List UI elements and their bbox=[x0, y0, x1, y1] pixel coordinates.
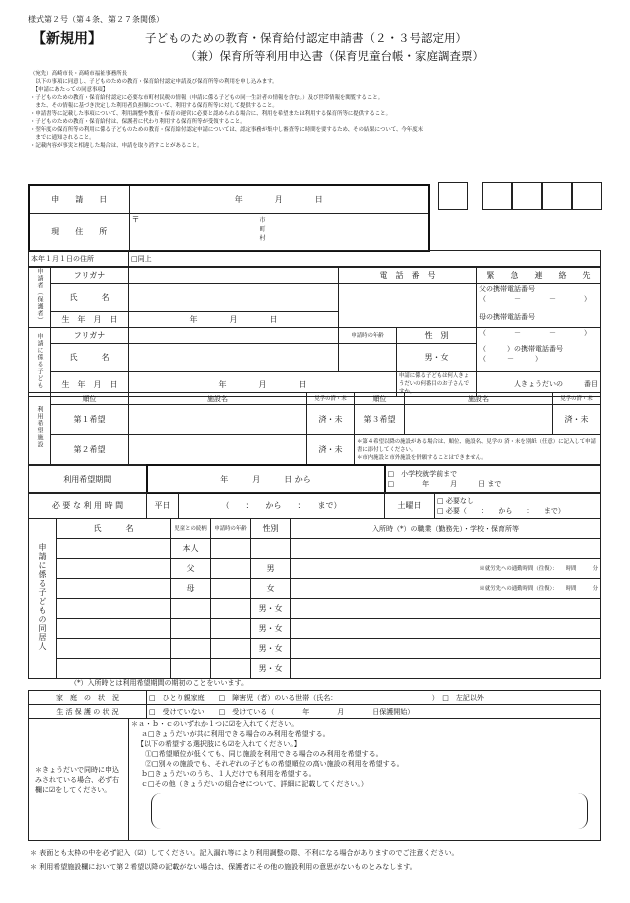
order-header-2: 順位 bbox=[355, 393, 405, 405]
table-row: 父 男 ※就労先への通勤時間（往復）： 時間 分 bbox=[29, 559, 601, 579]
choice-2-field[interactable] bbox=[129, 435, 307, 465]
col-relation: 児童との続柄 bbox=[171, 519, 211, 539]
time-label: 必 要 な 利 用 時 間 bbox=[29, 493, 147, 519]
choice-3-label: 第３希望 bbox=[355, 405, 405, 435]
period-from-field[interactable]: 年 月 日 から bbox=[147, 465, 385, 493]
guardian-furigana-field[interactable] bbox=[129, 268, 339, 284]
other-contact[interactable]: （ － － ） （ ）の携帯電話番号 （ － ） bbox=[477, 328, 601, 372]
weekday-time-field[interactable]: （ ： から ： まで） bbox=[179, 493, 385, 519]
sibling-order-field[interactable]: 人きょうだいの 番目 bbox=[477, 372, 601, 397]
footer-note-2: ＊ 利用希望施設欄において第２希望以降の記載がない場合は、保護者にその他の施設利用の意思がないものとみなします。 bbox=[30, 863, 417, 871]
choice-1-field[interactable] bbox=[129, 405, 307, 435]
footer-note-1: ＊ 表面とも太枠の中を必ず記入（☑）してください。記入漏れ等により利用調整の際、不利になる場合がありますのでご注意ください。 bbox=[30, 849, 459, 857]
order-header: 順位 bbox=[51, 393, 129, 405]
child-sex-field[interactable]: 男・女 bbox=[397, 344, 477, 372]
sibling-question: 申請に係る子どもは何人きょうだいの何番目のお子さんですか。 bbox=[397, 372, 477, 397]
child-furigana-label: フリガナ bbox=[51, 328, 129, 344]
same-checkbox[interactable]: □同上 bbox=[129, 251, 601, 267]
guardian-furigana-label: フリガナ bbox=[51, 268, 129, 284]
household-table bbox=[28, 518, 601, 679]
child-age-field[interactable] bbox=[339, 344, 397, 372]
guardian-table bbox=[28, 267, 601, 328]
guardian-name-field[interactable] bbox=[129, 284, 339, 312]
emergency-contacts[interactable]: 父の携帯電話番号 （ － － ） 母の携帯電話番号 bbox=[477, 284, 601, 328]
household-footnote: （*）入所時とは利用希望期間の期初のことをいいます。 bbox=[70, 679, 248, 687]
guardian-name-label: 氏 名 bbox=[51, 284, 129, 312]
visit-header-2: 見学の済・未 bbox=[553, 393, 601, 405]
sibling-options[interactable]: ＊ａ・ｂ・ｃのいずれか１つに☑を入れてください。 ａ□きょうだいが共に利用できる場合のみ利用を希望する。 【以下の希望する選択肢にも☑を入れてください。】 ①□希望順位が低くても、同じ施設を利用できる場合のみ利用を希望する。 ②□別々の施設でも、それぞれの子どもの希望順位の高い施設の利用を希望する。 ｂ□きょうだいのうち、１人だけでも利用を希望する。 ｃ□その他（きょうだいの組合せについて、詳細に記載してください。） bbox=[129, 719, 601, 841]
table-row: 男・女 bbox=[29, 599, 601, 619]
address-label: 現 住 所 bbox=[29, 213, 129, 251]
address-field[interactable]: 〒 市 町 村 bbox=[129, 213, 429, 251]
emergency-label: 緊 急 連 絡 先 bbox=[477, 268, 601, 284]
time-table bbox=[28, 492, 601, 519]
guardian-birth-field[interactable]: 年 月 日 bbox=[129, 312, 339, 328]
choice-2-visit[interactable]: 済・未 bbox=[307, 435, 355, 465]
table-row: 本人 bbox=[29, 539, 601, 559]
visit-header: 見学の済・未 bbox=[307, 393, 355, 405]
consent-text: （宛先）高崎市長・高崎市福祉事務所長 以下の事項に同意し、子どものための教育・保育給付認定申請及び保育所等の利用を申し込みます。 【申請にあたっての同意事項】 ・子どものための教育・保育給付認定に必要な市町村民税の情報（申請に係る子どもの同一生計者の情報を含む。）及び世帯情報を閲覧すること。 また、その情報に基づき決定した利用者負担額について、利用する保育所等に対して提供すること。 ・申請書等に記載した事項について、利用調整や教育・保育の運営に必要と認められる場合に、利用を希望または利用する保育所等に提供すること。 ・子どものための教育・保育給付は、保護者に代わり利用する保育所等が受領すること。 ・翌年度の保育所等の利用に係る子どものための教育・保育給付認定申請については、認定事務が集中し審査等に時間を要するため、その結果について、今年度末 までに通知されること。 ・記載内容が事実と相違した場合は、申請を取り消すことがあること。 bbox=[30, 71, 423, 149]
guardian-side-label: 申請者（保護者） bbox=[29, 268, 51, 328]
office-use-boxes bbox=[438, 182, 602, 214]
table-row: 母 女 ※就労先への通勤時間（往復）： 時間 分 bbox=[29, 579, 601, 599]
facility-name-header-2: 施設名 bbox=[405, 393, 553, 405]
sibling-instruction: ＊きょうだいで同時に申込みされている場合、必ず右欄に☑をしてください。 bbox=[29, 719, 129, 841]
child-birth-field[interactable]: 年 月 日 bbox=[129, 372, 397, 397]
period-label: 利用希望期間 bbox=[29, 465, 147, 493]
col-sex: 性別 bbox=[251, 519, 291, 539]
child-birth-label: 生 年 月 日 bbox=[51, 372, 129, 397]
facility-notes: ＊第４希望以降の施設がある場合は、順位、施設名、見学の 済・未を別紙（任意）に記入して申請書に添付してください。 ＊市内施設と市外施設を併願することはできません。 bbox=[355, 435, 601, 465]
detail-bracket-field[interactable] bbox=[151, 793, 588, 829]
col-occupation: 入所時（*）の職業（勤務先）・学校・保育所等 bbox=[291, 519, 601, 539]
household-side-label: 申請に係る子どもの同居人 bbox=[29, 519, 57, 679]
child-sex-label: 性 別 bbox=[397, 328, 477, 344]
welfare-label: 生 活 保 護 の 状 況 bbox=[29, 705, 147, 719]
saturday-label: 土曜日 bbox=[385, 493, 435, 519]
weekday-label: 平日 bbox=[147, 493, 179, 519]
family-table bbox=[28, 690, 601, 719]
child-age-label: 申請時の年齢 bbox=[339, 328, 397, 344]
period-to-options[interactable]: □ 小学校就学前まで □ 年 月 日 まで bbox=[385, 465, 601, 493]
table-row: 男・女 bbox=[29, 639, 601, 659]
jan1-address-table bbox=[28, 250, 601, 267]
facility-table bbox=[28, 392, 601, 465]
applicant-table bbox=[28, 184, 430, 252]
child-side-label: 申請に係る子ども bbox=[29, 328, 51, 397]
saturday-options[interactable]: □ 必要なし □ 必要（ ： から ： まで） bbox=[435, 493, 601, 519]
child-table bbox=[28, 327, 601, 397]
form-number: 様式第２号（第４条、第２７条関係） bbox=[28, 15, 164, 24]
welfare-options[interactable]: □ 受けていない □ 受けている（ 年 月 日保護開始） bbox=[147, 705, 601, 719]
choice-3-visit[interactable]: 済・未 bbox=[553, 405, 601, 435]
facility-side-label: 利用希望施設 bbox=[29, 393, 51, 465]
application-date-label: 申 請 日 bbox=[29, 185, 129, 213]
col-name: 氏 名 bbox=[57, 519, 171, 539]
new-badge: 【新規用】 bbox=[32, 31, 102, 47]
choice-3-field[interactable] bbox=[405, 405, 553, 435]
child-name-label: 氏 名 bbox=[51, 344, 129, 372]
form-title: 子どものための教育・保育給付認定申請書（２・３号認定用） bbox=[145, 31, 467, 45]
jan1-address-label: 本年１月１日の住所 bbox=[29, 251, 129, 267]
table-row: 男・女 bbox=[29, 619, 601, 639]
phone-field[interactable] bbox=[339, 284, 477, 328]
col-age: 申請時の年齢 bbox=[211, 519, 251, 539]
family-status-options[interactable]: □ ひとり親家庭 □ 障害児（者）のいる世帯（氏名： ） □ 左記以外 bbox=[147, 691, 601, 705]
choice-1-label: 第１希望 bbox=[51, 405, 129, 435]
choice-2-label: 第２希望 bbox=[51, 435, 129, 465]
family-status-label: 家 庭 の 状 況 bbox=[29, 691, 147, 705]
child-furigana-field[interactable] bbox=[129, 328, 339, 344]
choice-1-visit[interactable]: 済・未 bbox=[307, 405, 355, 435]
table-row: 男・女 bbox=[29, 659, 601, 679]
phone-label: 電 話 番 号 bbox=[339, 268, 477, 284]
child-name-field[interactable] bbox=[129, 344, 339, 372]
period-table bbox=[28, 464, 601, 494]
guardian-birth-label: 生 年 月 日 bbox=[51, 312, 129, 328]
form-subtitle: （兼）保育所等利用申込書（保育児童台帳・家庭調査票） bbox=[185, 49, 484, 63]
application-date-field[interactable]: 年 月 日 bbox=[129, 185, 429, 213]
sibling-table bbox=[28, 718, 601, 841]
facility-name-header: 施設名 bbox=[129, 393, 307, 405]
